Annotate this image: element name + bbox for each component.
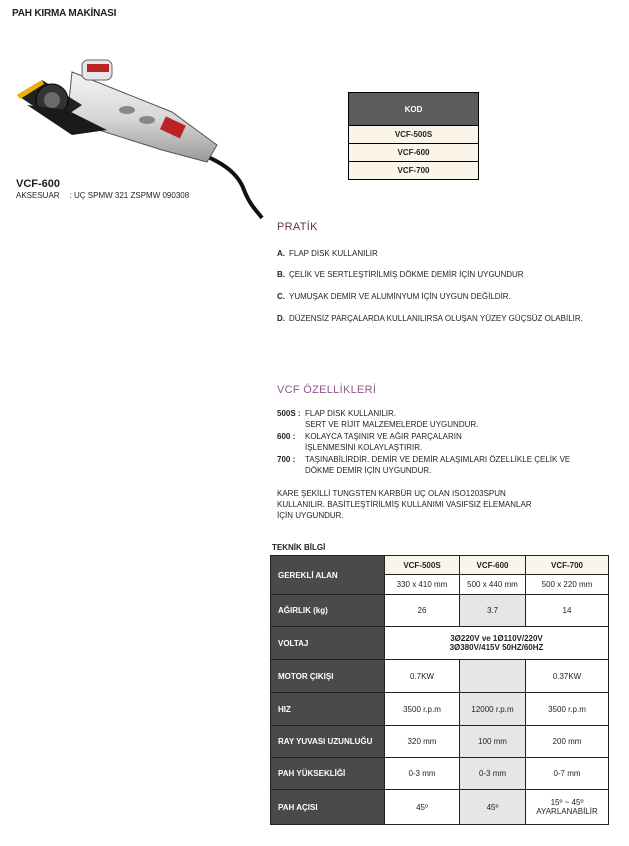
paragraph-line: KARE ŞEKİLLİ TUNGSTEN KARBÜR UÇ OLAN ISO1203SPUN (277, 489, 506, 498)
feature-code: 700 : (277, 455, 296, 464)
feature-code: 600 : (277, 432, 296, 441)
feature-item (277, 455, 570, 476)
kod-row: VCF-500S (349, 126, 479, 144)
table-cell: 100 mm (460, 726, 526, 758)
product-model: VCF-600 (16, 178, 61, 190)
feature-code: 500S : (277, 409, 301, 418)
feature-line: FLAP DİSK KULLANILIR. (305, 409, 396, 418)
table-cell: 0-7 mm (526, 758, 609, 790)
table-cell: 45º (385, 790, 460, 825)
table-cell: 0-3 mm (460, 758, 526, 790)
features-paragraph (277, 488, 577, 521)
paragraph-line: KULLANILIR. BASİTLEŞTİRİLMİŞ KULLANIMI VASIFSIZ ELEMANLAR (277, 500, 532, 509)
column-header: VCF-700 (526, 556, 609, 575)
feature-item (277, 409, 478, 430)
table-cell: 0-3 mm (385, 758, 460, 790)
table-cell: 0.7KW (385, 660, 460, 693)
kod-table (348, 92, 479, 180)
accessory-label: AKSESUAR (16, 191, 60, 200)
teknik-table (270, 555, 609, 825)
voltage-cell (385, 627, 609, 660)
kod-row: VCF-700 (349, 162, 479, 180)
item-letter: B. (277, 270, 285, 279)
angle-line: 15º ~ 45º (550, 798, 584, 807)
row-label: RAY YUVASI UZUNLUĞU (271, 726, 385, 758)
row-label: AĞIRLIK (kg) (271, 595, 385, 627)
item-text: ÇELİK VE SERTLEŞTİRİLMİŞ DÖKME DEMİR İÇİN UYGUNDUR (289, 270, 524, 279)
table-cell: 500 x 440 mm (460, 575, 526, 595)
row-label: PAH AÇISI (271, 790, 385, 825)
accessory-line (16, 191, 189, 200)
accessory-value: : UÇ SPMW 321 ZSPMW 090308 (69, 191, 190, 200)
pratik-heading: PRATİK (277, 221, 318, 233)
feature-line: TAŞINABİLİRDİR. DEMİR VE DEMİR ALAŞIMLARI ÖZELLİKLE ÇELİK VE (305, 455, 571, 464)
teknik-heading: TEKNİK BİLGİ (272, 543, 326, 552)
table-cell: 0.37KW (526, 660, 609, 693)
item-letter: A. (277, 249, 285, 258)
angle-line: AYARLANABİLİR (536, 807, 598, 816)
pratik-item (277, 292, 511, 301)
kod-header: KOD (349, 93, 479, 126)
feature-line: DÖKME DEMİR İÇİN UYGUNDUR. (305, 465, 432, 475)
voltage-line: 3Ø380V/415V 50HZ/60HZ (449, 643, 544, 652)
item-letter: D. (277, 314, 285, 323)
table-cell (460, 660, 526, 693)
column-header: VCF-600 (460, 556, 526, 575)
row-label: MOTOR ÇIKIŞI (271, 660, 385, 693)
table-cell: 12000 r.p.m (460, 693, 526, 726)
table-cell: 330 x 410 mm (385, 575, 460, 595)
column-header: VCF-500S (385, 556, 460, 575)
table-cell: 45º (460, 790, 526, 825)
pratik-item (277, 314, 583, 323)
table-cell: 26 (385, 595, 460, 627)
table-cell (526, 790, 609, 825)
features-heading: VCF ÖZELLİKLERİ (277, 384, 377, 396)
feature-line: SERT VE RİJİT MALZEMELERDE UYGUNDUR. (305, 419, 479, 429)
table-cell: 500 x 220 mm (526, 575, 609, 595)
voltage-line: 3Ø220V ve 1Ø110V/220V (450, 634, 543, 643)
row-label: PAH YÜKSEKLİĞİ (271, 758, 385, 790)
page-title: PAH KIRMA MAKİNASI (12, 8, 117, 19)
table-cell: 14 (526, 595, 609, 627)
row-label: VOLTAJ (271, 627, 385, 660)
pratik-item (277, 249, 378, 258)
table-cell: 3500 r.p.m (385, 693, 460, 726)
pratik-item (277, 270, 524, 279)
feature-line: KOLAYCA TAŞINIR VE AĞIR PARÇALARIN (305, 432, 462, 441)
row-label: GEREKLİ ALAN (271, 556, 385, 595)
item-text: YUMUŞAK DEMİR VE ALUMİNYUM İÇİN UYGUN DEĞİLDİR. (289, 292, 511, 301)
feature-line: İŞLENMESİNİ KOLAYLAŞTIRIR. (305, 442, 423, 452)
row-label: HIZ (271, 693, 385, 726)
kod-row: VCF-600 (349, 144, 479, 162)
feature-item (277, 432, 462, 453)
table-cell: 320 mm (385, 726, 460, 758)
table-cell: 3500 r.p.m (526, 693, 609, 726)
paragraph-line: İÇİN UYGUNDUR. (277, 511, 344, 520)
table-cell: 3.7 (460, 595, 526, 627)
item-letter: C. (277, 292, 285, 301)
item-text: DÜZENSİZ PARÇALARDA KULLANILIRSA OLUŞAN YÜZEY GÜÇSÜZ OLABİLİR. (289, 314, 583, 323)
table-cell: 200 mm (526, 726, 609, 758)
item-text: FLAP DİSK KULLANILIR (289, 249, 378, 258)
